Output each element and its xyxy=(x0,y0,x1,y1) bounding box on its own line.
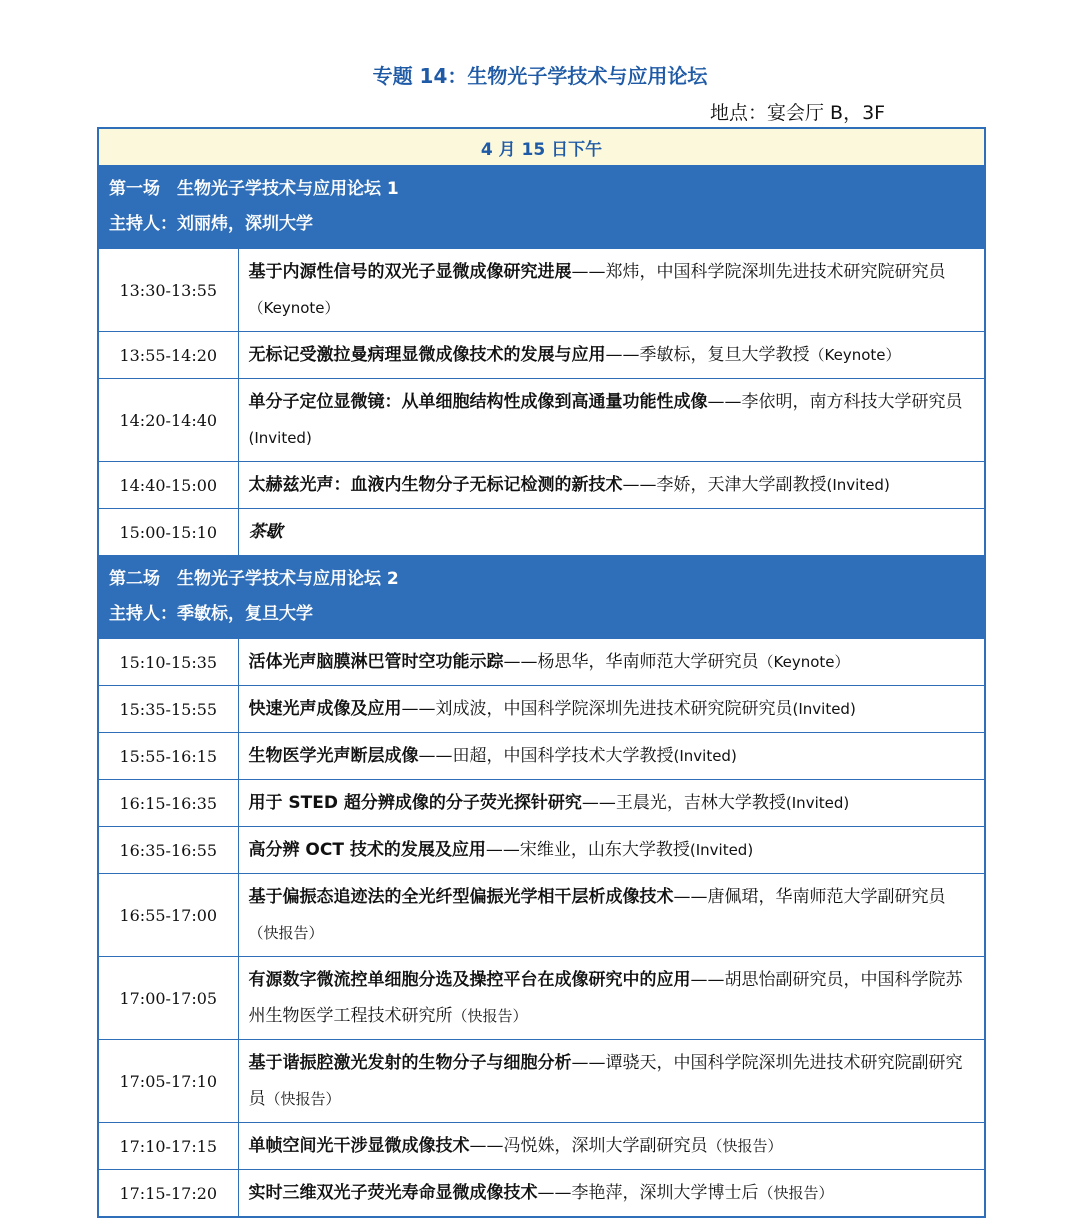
talk-content xyxy=(238,462,985,509)
talk-speaker: ——郑炜，中国科学院深圳先进技术研究院研究员 xyxy=(571,262,946,282)
talk-row xyxy=(98,733,985,780)
talk-time: 17:10-17:15 xyxy=(98,1123,238,1170)
talk-title: 有源数字微流控单细胞分选及操控平台在成像研究中的应用 xyxy=(248,970,691,990)
talk-speaker: ——王晨光，吉林大学教授 xyxy=(581,793,786,813)
talk-row xyxy=(98,1123,985,1170)
talk-row xyxy=(98,249,985,332)
talk-row xyxy=(98,1040,985,1123)
talk-content xyxy=(238,1040,985,1123)
talk-content xyxy=(238,686,985,733)
talk-title: 基于内源性信号的双光子显微成像研究进展 xyxy=(248,262,572,282)
talk-tag: (Invited) xyxy=(248,429,312,447)
talk-row xyxy=(98,332,985,379)
talk-time: 15:35-15:55 xyxy=(98,686,238,733)
talk-time: 15:10-15:35 xyxy=(98,639,238,686)
talk-content xyxy=(238,249,985,332)
talk-tag: (Invited) xyxy=(785,794,850,812)
talk-title: 生物医学光声断层成像 xyxy=(248,746,419,766)
talk-row xyxy=(98,957,985,1040)
talk-tag: （快报告） xyxy=(707,1137,783,1155)
talk-speaker: ——李娇，天津大学副教授 xyxy=(622,475,827,495)
talk-speaker: ——谭骁天，中国科学院深圳先进技术研究院副研究员 xyxy=(248,1053,963,1109)
talk-speaker: ——杨思华，华南师范大学研究员 xyxy=(503,652,759,672)
talk-title: 实时三维双光子荧光寿命显微成像技术 xyxy=(248,1183,538,1203)
talk-row xyxy=(98,462,985,509)
break-label: 茶歇 xyxy=(238,509,985,556)
talk-speaker: ——冯悦姝，深圳大学副研究员 xyxy=(469,1136,708,1156)
talk-speaker: ——季敏标，复旦大学教授 xyxy=(605,345,810,365)
schedule-table xyxy=(97,127,986,1218)
talk-content xyxy=(238,332,985,379)
talk-title: 基于偏振态追迹法的全光纤型偏振光学相干层析成像技术 xyxy=(248,887,674,907)
talk-content xyxy=(238,874,985,957)
talk-row xyxy=(98,639,985,686)
talk-time: 14:40-15:00 xyxy=(98,462,238,509)
session-name: 第二场 生物光子学技术与应用论坛 2 xyxy=(109,569,399,589)
talk-title: 活体光声脑膜淋巴管时空功能示踪 xyxy=(248,652,504,672)
talk-tag: （快报告） xyxy=(248,924,324,942)
talk-tag: （Keynote） xyxy=(248,299,340,317)
location-label: 地点：宴会厅 B，3F xyxy=(710,102,886,124)
talk-content xyxy=(238,827,985,874)
session-header xyxy=(98,556,985,639)
talk-row xyxy=(98,686,985,733)
talk-row xyxy=(98,379,985,462)
talk-content xyxy=(238,780,985,827)
talk-row xyxy=(98,827,985,874)
talk-time: 15:55-16:15 xyxy=(98,733,238,780)
talk-content xyxy=(238,957,985,1040)
talk-content xyxy=(238,379,985,462)
talk-time: 17:00-17:05 xyxy=(98,957,238,1040)
day-label: 4 月 15 日下午 xyxy=(98,128,985,166)
talk-time: 16:35-16:55 xyxy=(98,827,238,874)
talk-speaker: ——田超，中国科学技术大学教授 xyxy=(418,746,674,766)
talk-tag: （快报告） xyxy=(758,1184,834,1202)
talk-title: 太赫兹光声：血液内生物分子无标记检测的新技术 xyxy=(248,475,623,495)
talk-tag: （快报告） xyxy=(265,1090,341,1108)
talk-title: 用于 STED 超分辨成像的分子荧光探针研究 xyxy=(248,793,582,813)
talk-speaker: ——李艳萍，深圳大学博士后 xyxy=(537,1183,759,1203)
talk-time: 13:30-13:55 xyxy=(98,249,238,332)
talk-row xyxy=(98,874,985,957)
talk-speaker: ——刘成波，中国科学院深圳先进技术研究院研究员 xyxy=(401,699,793,719)
talk-tag: (Invited) xyxy=(673,747,737,765)
page-title: 专题 14：生物光子学技术与应用论坛 xyxy=(372,64,708,88)
talk-time: 17:05-17:10 xyxy=(98,1040,238,1123)
talk-row xyxy=(98,780,985,827)
talk-speaker: ——宋维业，山东大学教授 xyxy=(485,840,690,860)
talk-content xyxy=(238,733,985,780)
talk-tag: (Invited) xyxy=(826,476,890,494)
session-host: 主持人：刘丽炜，深圳大学 xyxy=(109,214,313,234)
talk-tag: （Keynote） xyxy=(758,653,850,671)
session-header-row xyxy=(98,556,985,639)
talk-tag: (Invited) xyxy=(792,700,856,718)
talk-title: 单帧空间光干涉显微成像技术 xyxy=(248,1136,470,1156)
talk-title: 高分辨 OCT 技术的发展及应用 xyxy=(248,840,486,860)
session-header-row xyxy=(98,166,985,249)
talk-tag: （快报告） xyxy=(452,1007,528,1025)
talk-content xyxy=(238,639,985,686)
talk-speaker: ——胡思怡副研究员，中国科学院苏州生物医学工程技术研究所 xyxy=(248,970,963,1026)
talk-title: 快速光声成像及应用 xyxy=(248,699,402,719)
talk-time: 13:55-14:20 xyxy=(98,332,238,379)
talk-time: 17:15-17:20 xyxy=(98,1170,238,1218)
talk-content xyxy=(238,1123,985,1170)
talk-time: 14:20-14:40 xyxy=(98,379,238,462)
talk-title: 无标记受激拉曼病理显微成像技术的发展与应用 xyxy=(248,345,606,365)
talk-time: 16:15-16:35 xyxy=(98,780,238,827)
talk-title: 单分子定位显微镜：从单细胞结构性成像到高通量功能性成像 xyxy=(248,392,708,412)
talk-tag: （Keynote） xyxy=(809,346,901,364)
break-row xyxy=(98,509,985,556)
day-header-row xyxy=(98,128,985,166)
session-host: 主持人：季敏标，复旦大学 xyxy=(109,604,313,624)
talk-tag: (Invited) xyxy=(689,841,754,859)
talk-time: 16:55-17:00 xyxy=(98,874,238,957)
talk-speaker: ——唐佩珺，华南师范大学副研究员 xyxy=(673,887,946,907)
talk-title: 基于谐振腔激光发射的生物分子与细胞分析 xyxy=(248,1053,572,1073)
talk-speaker: ——李依明，南方科技大学研究员 xyxy=(707,392,963,412)
session-name: 第一场 生物光子学技术与应用论坛 1 xyxy=(109,179,399,199)
session-header xyxy=(98,166,985,249)
break-time: 15:00-15:10 xyxy=(98,509,238,556)
